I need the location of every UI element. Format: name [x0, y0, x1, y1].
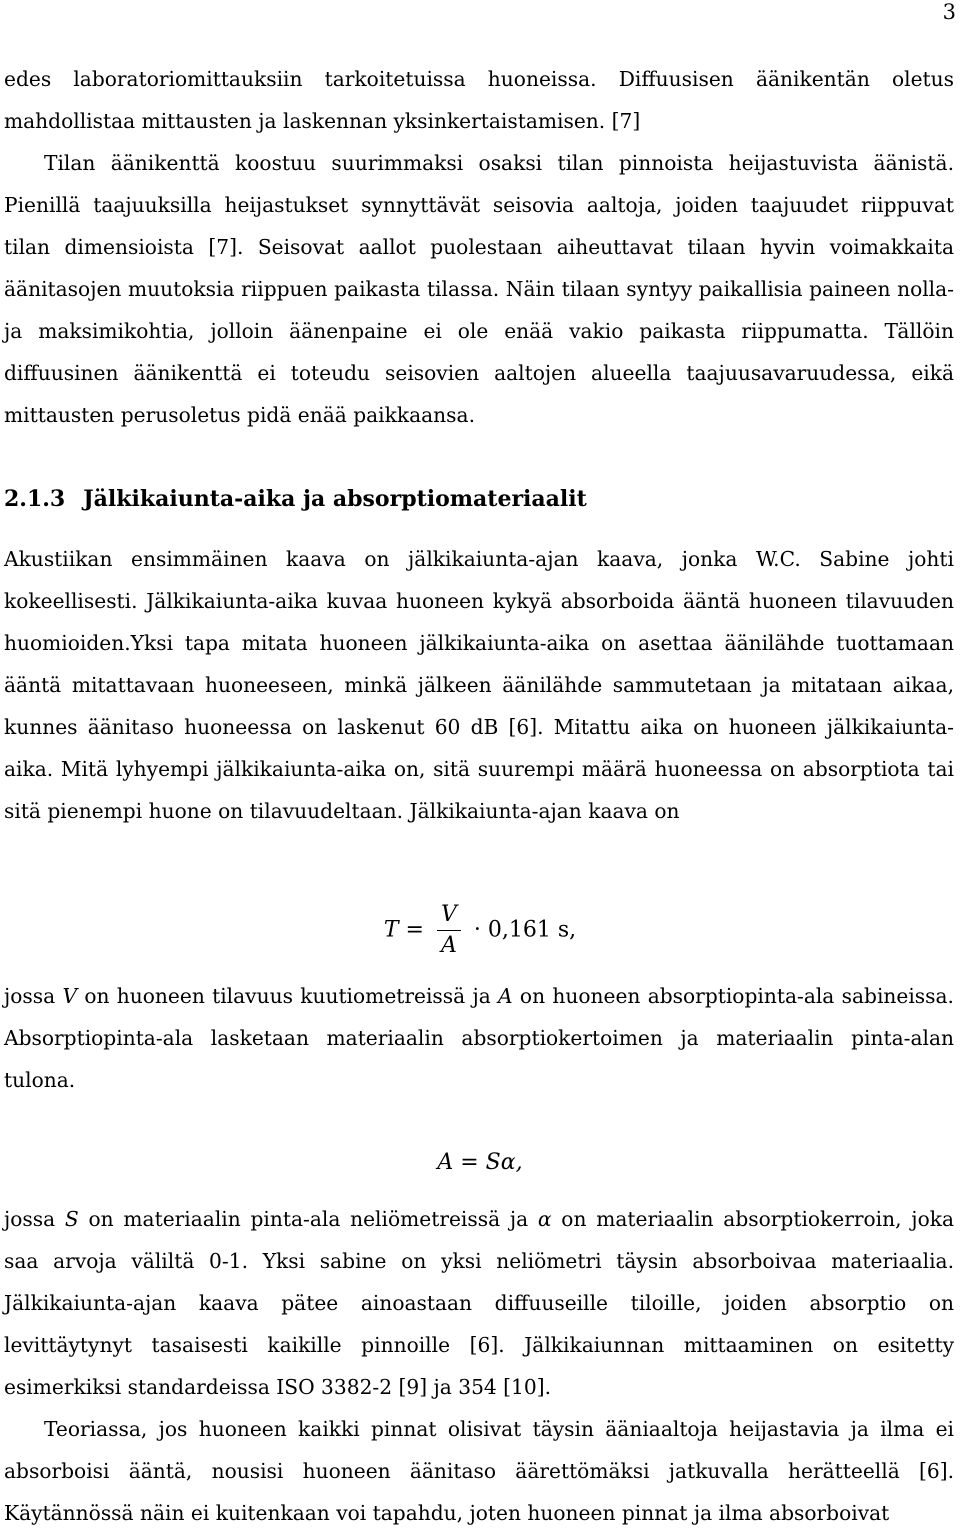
equation-lhs: T [383, 917, 399, 943]
symbol-v: V [62, 984, 78, 1008]
symbol-alpha: α [537, 1207, 552, 1231]
section-number: 2.1.3 [4, 486, 66, 512]
section-title: Jälkikaiunta-aika ja absorptiomateriaalit [83, 486, 587, 512]
paragraph-symbols-1 [4, 975, 954, 1101]
equation-fraction [437, 902, 461, 959]
equation-equals: = [405, 917, 424, 943]
equation-rhs: · 0,161 s, [473, 917, 577, 943]
section-heading [4, 484, 587, 514]
text-run: on materiaalin absorptiokerroin, joka saa arvoja väliltä 0-1. Yksi sabine on yksi neliömetri täysin absorboivaa materiaalia. Jälkikaiunta-ajan kaava pätee ainoastaan diffuuseille tiloille, joiden absorptio on levittäytynyt tasaisesti kaikille pinnoille [6]. Jälkikaiunnan mittaaminen on esitetty esimerkiksi standardeissa ISO 3382-2 [9] ja 354 [10]. [4, 1207, 954, 1399]
fraction-denominator: A [440, 933, 457, 958]
paragraph-theory: Teoriassa, jos huoneen kaikki pinnat olisivat täysin ääniaaltoja heijastavia ja ilma ei absorboisi ääntä, nousisi huoneen äänitaso äärettömäksi jatkuvalla herätteellä [6]. Käytännössä näin ei kuitenkaan voi tapahdu, joten huoneen pinnat ja ilma absorboivat [4, 1417, 954, 1525]
text-run: jossa [4, 1207, 65, 1231]
fraction-numerator: V [437, 902, 461, 931]
page-number: 3 [942, 0, 956, 24]
symbol-a: A [498, 984, 513, 1008]
equation-text: A = Sα, [437, 1150, 523, 1175]
paragraph-symbols-2 [4, 1198, 954, 1408]
text-run: on materiaalin pinta-ala neliömetreissä ja [78, 1207, 538, 1231]
symbol-s: S [64, 1207, 79, 1231]
text-run: on huoneen absorptiopinta-ala sabineissa. Absorptiopinta-ala lasketaan materiaalin absorptiokertoimen ja materiaalin pinta-alan tulona. [4, 984, 954, 1092]
text-run: jossa [4, 984, 63, 1008]
paragraph-reverberation: Akustiikan ensimmäinen kaava on jälkikaiunta-ajan kaava, jonka W.C. Sabine johti kokeellisesti. Jälkikaiunta-aika kuvaa huoneen kykyä absorboida ääntä huoneen tilavuuden huomioiden.Yksi tapa mitata huoneen jälkikaiunta-aika on asettaa äänilähde tuottamaan ääntä mitattavaan huoneeseen, minkä jälkeen äänilähde sammutetaan ja mitataan aikaa, kunnes äänitaso huoneessa on laskenut 60 dB [6]. Mitattu aika on huoneen jälkikaiunta-aika. Mitä lyhyempi jälkikaiunta-aika on, sitä suurempi määrä huoneessa on absorptiota tai sitä pienempi huone on tilavuudeltaan. Jälkikaiunta-ajan kaava on [4, 547, 954, 823]
text-run: on huoneen tilavuus kuutiometreissä ja [77, 984, 499, 1008]
paragraph-sound-field: Tilan äänikenttä koostuu suurimmaksi osaksi tilan pinnoista heijastuvista äänistä. Pienillä taajuuksilla heijastukset synnyttävät seisovia aaltoja, joiden taajuudet riippuvat tilan dimensioista [7]. Seisovat aallot puolestaan aiheuttavat tilaan hyvin voimakkaita äänitasojen muutoksia riippuen paikasta tilassa. Näin tilaan syntyy paikallisia paineen nolla- ja maksimikohtia, jolloin äänenpaine ei ole enää vakio paikasta riippumatta. Tällöin diffuusinen äänikenttä ei toteudu seisovien aaltojen alueella taajuusavaruudessa, eikä mittausten perusoletus pidä enää paikkaansa. [4, 151, 954, 427]
equation-sabine [0, 902, 960, 959]
paragraph-intro: edes laboratoriomittauksiin tarkoitetuissa huoneissa. Diffuusisen äänikentän oletus mahdollistaa mittausten ja laskennan yksinkertaistamisen. [7] [4, 67, 954, 133]
equation-absorption-area [0, 1148, 960, 1178]
